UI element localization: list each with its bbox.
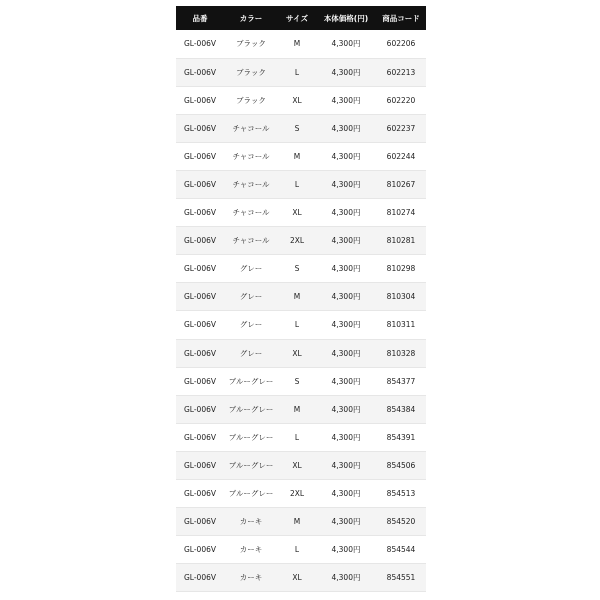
product-spec-table-container [176, 6, 426, 592]
cell-size: XL [292, 95, 302, 105]
cell-size: M [293, 39, 301, 49]
table-header [176, 6, 426, 30]
cell-color: チャコール [232, 180, 270, 190]
table-row [176, 170, 426, 198]
cell-price: 4,300円 [331, 573, 361, 583]
cell-size: L [294, 67, 300, 77]
cell-product-code: 810298 [386, 264, 416, 274]
cell-price: 4,300円 [331, 404, 361, 414]
cell-price: 4,300円 [331, 151, 361, 161]
header-price: 本体価格(円) [323, 13, 369, 23]
cell-product-code: 602206 [386, 39, 416, 49]
cell-price: 4,300円 [331, 320, 361, 330]
cell-size: 2XL [289, 236, 305, 246]
cell-product-number: GL-006V [183, 460, 216, 470]
table-row [176, 451, 426, 479]
table-row [176, 86, 426, 114]
cell-product-code: 854513 [386, 489, 416, 499]
cell-color: カーキ [239, 517, 263, 527]
cell-product-number: GL-006V [183, 545, 216, 555]
cell-size: L [294, 180, 300, 190]
header-product-code: 商品コード [382, 13, 420, 23]
cell-size: L [294, 545, 300, 555]
cell-size: XL [292, 208, 302, 218]
table-row [176, 564, 426, 592]
cell-product-code: 602220 [386, 95, 416, 105]
cell-price: 4,300円 [331, 432, 361, 442]
table-row [176, 30, 426, 58]
cell-color: カーキ [239, 573, 263, 583]
cell-size: 2XL [289, 489, 305, 499]
cell-product-code: 854506 [386, 460, 416, 470]
cell-product-code: 810328 [386, 348, 416, 358]
table-row [176, 508, 426, 536]
cell-product-code: 854384 [386, 404, 416, 414]
cell-color: グレー [239, 348, 263, 358]
cell-size: XL [292, 460, 302, 470]
cell-color: グレー [239, 320, 263, 330]
table-row [176, 423, 426, 451]
cell-color: カーキ [239, 545, 263, 555]
table-row [176, 311, 426, 339]
cell-size: M [293, 517, 301, 527]
cell-price: 4,300円 [331, 517, 361, 527]
cell-product-number: GL-006V [183, 348, 216, 358]
cell-price: 4,300円 [331, 348, 361, 358]
cell-product-code: 854391 [386, 432, 416, 442]
cell-size: S [294, 376, 300, 386]
cell-product-number: GL-006V [183, 264, 216, 274]
cell-product-number: GL-006V [183, 123, 216, 133]
cell-size: XL [292, 573, 302, 583]
cell-price: 4,300円 [331, 545, 361, 555]
cell-color: チャコール [232, 123, 270, 133]
cell-price: 4,300円 [331, 123, 361, 133]
table-row [176, 58, 426, 86]
table-row [176, 367, 426, 395]
table-row [176, 339, 426, 367]
cell-size: S [294, 123, 300, 133]
cell-product-number: GL-006V [183, 39, 216, 49]
header-row [176, 6, 426, 30]
cell-product-number: GL-006V [183, 404, 216, 414]
cell-product-code: 810311 [386, 320, 416, 330]
cell-product-code: 810274 [386, 208, 416, 218]
cell-product-code: 810267 [386, 180, 416, 190]
cell-size: L [294, 320, 300, 330]
cell-price: 4,300円 [331, 39, 361, 49]
cell-size: L [294, 432, 300, 442]
cell-size: S [294, 264, 300, 274]
cell-product-code: 810304 [386, 292, 416, 302]
table-row [176, 283, 426, 311]
table-row [176, 227, 426, 255]
cell-color: ブラック [236, 67, 266, 77]
cell-product-number: GL-006V [183, 432, 216, 442]
cell-product-number: GL-006V [183, 573, 216, 583]
cell-product-number: GL-006V [183, 180, 216, 190]
cell-product-number: GL-006V [183, 376, 216, 386]
table-row [176, 142, 426, 170]
cell-product-code: 854377 [386, 376, 416, 386]
cell-product-number: GL-006V [183, 208, 216, 218]
table-row [176, 480, 426, 508]
table-row [176, 255, 426, 283]
cell-product-number: GL-006V [183, 489, 216, 499]
cell-price: 4,300円 [331, 236, 361, 246]
cell-price: 4,300円 [331, 67, 361, 77]
cell-color: ブルーグレー [228, 432, 274, 442]
cell-color: ブラック [236, 39, 266, 49]
cell-price: 4,300円 [331, 208, 361, 218]
cell-price: 4,300円 [331, 292, 361, 302]
table-row [176, 536, 426, 564]
cell-color: ブルーグレー [228, 376, 274, 386]
cell-product-code: 602237 [386, 123, 416, 133]
cell-color: チャコール [232, 208, 270, 218]
header-color: カラー [239, 13, 263, 23]
table-row [176, 114, 426, 142]
cell-color: ブルーグレー [228, 404, 274, 414]
cell-size: M [293, 292, 301, 302]
cell-product-number: GL-006V [183, 236, 216, 246]
cell-price: 4,300円 [331, 489, 361, 499]
cell-product-number: GL-006V [183, 95, 216, 105]
cell-product-number: GL-006V [183, 67, 216, 77]
cell-product-code: 810281 [386, 236, 416, 246]
cell-product-code: 854551 [386, 573, 416, 583]
cell-price: 4,300円 [331, 180, 361, 190]
cell-color: チャコール [232, 151, 270, 161]
header-size: サイズ [286, 13, 308, 23]
cell-color: ブルーグレー [228, 460, 274, 470]
cell-color: ブルーグレー [228, 489, 274, 499]
header-product-number: 品番 [192, 13, 208, 23]
cell-price: 4,300円 [331, 376, 361, 386]
product-spec-table [176, 6, 426, 592]
cell-product-number: GL-006V [183, 292, 216, 302]
cell-color: チャコール [232, 236, 270, 246]
cell-size: M [293, 151, 301, 161]
cell-product-code: 854544 [386, 545, 416, 555]
cell-product-code: 602213 [386, 67, 416, 77]
table-body [176, 30, 426, 592]
cell-size: XL [292, 348, 302, 358]
cell-color: ブラック [236, 95, 266, 105]
cell-product-code: 602244 [386, 151, 416, 161]
cell-product-number: GL-006V [183, 517, 216, 527]
cell-product-code: 854520 [386, 517, 416, 527]
cell-color: グレー [239, 292, 263, 302]
table-row [176, 395, 426, 423]
cell-price: 4,300円 [331, 460, 361, 470]
cell-color: グレー [239, 264, 263, 274]
cell-product-number: GL-006V [183, 151, 216, 161]
cell-price: 4,300円 [331, 95, 361, 105]
cell-product-number: GL-006V [183, 320, 216, 330]
cell-size: M [293, 404, 301, 414]
cell-price: 4,300円 [331, 264, 361, 274]
table-row [176, 199, 426, 227]
